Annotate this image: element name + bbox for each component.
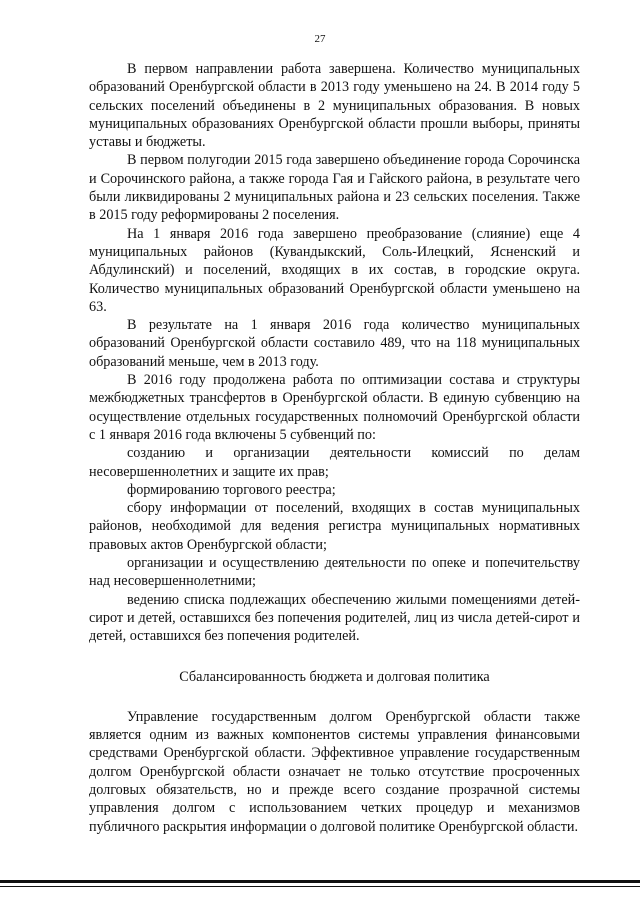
- list-item: ведению списка подлежащих обеспечению жилыми помещениями детей-сирот и детей, оставшихся без попечения родителей, лиц из числа детей-сирот и детей, оставшихся без попечения родителей.: [89, 591, 580, 645]
- bottom-rule: [0, 880, 640, 883]
- section-heading: Сбалансированность бюджета и долговая политика: [179, 668, 490, 685]
- paragraph: На 1 января 2016 года завершено преобразование (слияние) еще 4 муниципальных районов (Кувандыкский, Соль-Илецкий, Ясненский и Абдулинский) и поселений, входящих в их состав, в городские округа. Количество муниципальных образований Оренбургской области уменьшено на 63.: [89, 225, 580, 315]
- list-item: формированию торгового реестра;: [127, 481, 336, 498]
- paragraph: В 2016 году продолжена работа по оптимизации состава и структуры межбюджетных трансфертов в Оренбургской области. В единую субвенцию на осуществление отдельных государственных полномочий Оренбургской области с 1 января 2016 года включены 5 субвенций по:: [89, 372, 580, 443]
- bottom-rule-thin: [0, 886, 640, 887]
- document-body: [89, 60, 580, 836]
- list-item: сбору информации от поселений, входящих в состав муниципальных районов, необходимой для ведения регистра муниципальных нормативных правовых актов Оренбургской области;: [89, 500, 580, 553]
- paragraph: В первом полугодии 2015 года завершено объединение города Сорочинска и Сорочинского района, а также города Гая и Гайского района, в результате чего были ликвидированы 2 муниципальных района и 23 сельских поселения. Также в 2015 году реформированы 2 поселения.: [89, 152, 580, 224]
- page-number: 27: [314, 33, 326, 45]
- paragraph: Управление государственным долгом Оренбургской области также является одним из важных компонентов системы управления финансовыми средствами Оренбургской области. Эффективное управление государственным долгом Оренбургской области означает не только отсутствие просроченных долговых обязательств, но и прежде всего создание прозрачной системы управления долгом с использованием четких процедур и механизмов публичного раскрытия информации о долговой политике Оренбургской области.: [89, 708, 580, 835]
- list-item: организации и осуществлению деятельности по опеке и попечительству над несовершеннолетними;: [89, 555, 580, 590]
- list-item: созданию и организации деятельности комиссий по делам несовершеннолетних и защите их прав;: [89, 445, 580, 480]
- paragraph: В результате на 1 января 2016 года количество муниципальных образований Оренбургской области составило 489, что на 118 муниципальных образований меньше, чем в 2013 году.: [89, 317, 580, 370]
- paragraph: В первом направлении работа завершена. Количество муниципальных образований Оренбургской области в 2013 году уменьшено на 24. В 2014 году 5 сельских поселений объединены в 2 муниципальных образования. В новых муниципальных образованиях Оренбургской области прошли выборы, приняты уставы и бюджеты.: [89, 61, 580, 151]
